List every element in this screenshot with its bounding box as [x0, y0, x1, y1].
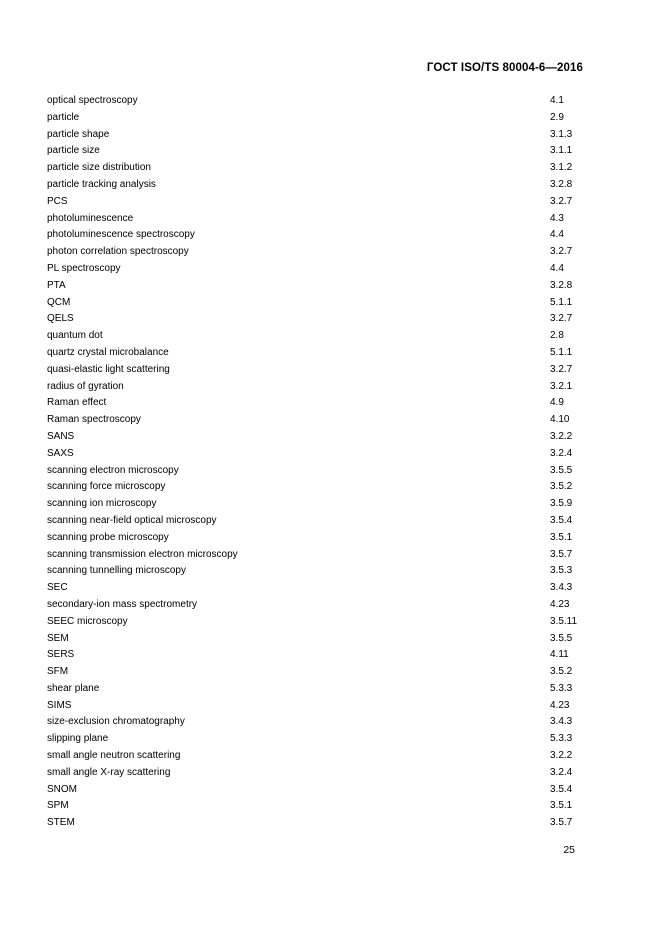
index-entry	[47, 311, 583, 328]
index-reference: 3.5.2	[550, 481, 573, 493]
index-reference: 4.4	[550, 229, 564, 241]
index-entry	[47, 412, 583, 429]
index-entry	[47, 479, 583, 496]
index-reference: 4.4	[550, 262, 564, 274]
index-reference: 3.2.2	[550, 430, 573, 442]
index-reference: 3.5.11	[550, 615, 578, 627]
index-entry	[47, 429, 583, 446]
index-term: quasi-elastic light scattering	[47, 363, 170, 375]
document-header: ГОСТ ISO/TS 80004-6—2016	[426, 62, 583, 74]
index-entry	[47, 731, 583, 748]
index-reference: 3.2.7	[550, 363, 573, 375]
index-term: SFM	[47, 666, 69, 678]
index-entry	[47, 244, 583, 261]
index-term: particle shape	[47, 128, 110, 140]
index-entry	[47, 563, 583, 580]
index-reference: 3.2.8	[550, 279, 573, 291]
index-term: PTA	[47, 279, 66, 291]
index-entry	[47, 580, 583, 597]
index-entry	[47, 496, 583, 513]
index-reference: 3.4.3	[550, 582, 573, 594]
term-index-list	[47, 93, 583, 832]
index-term: SEC	[47, 582, 68, 594]
index-reference: 2.9	[550, 111, 564, 123]
index-reference: 3.2.7	[550, 313, 573, 325]
index-entry	[47, 211, 583, 228]
index-entry	[47, 143, 583, 160]
index-entry	[47, 714, 583, 731]
index-entry	[47, 110, 583, 127]
index-reference: 3.5.5	[550, 632, 573, 644]
index-reference: 3.2.4	[550, 766, 573, 778]
index-entry	[47, 328, 583, 345]
index-entry	[47, 194, 583, 211]
index-entry	[47, 278, 583, 295]
index-term: PCS	[47, 195, 68, 207]
index-entry	[47, 127, 583, 144]
index-term: scanning force microscopy	[47, 481, 166, 493]
index-term: secondary-ion mass spectrometry	[47, 598, 198, 610]
index-entry	[47, 815, 583, 832]
index-entry	[47, 765, 583, 782]
index-entry	[47, 614, 583, 631]
index-entry	[47, 597, 583, 614]
index-entry	[47, 748, 583, 765]
index-reference: 3.2.4	[550, 447, 573, 459]
index-reference: 3.1.3	[550, 128, 573, 140]
index-reference: 3.5.1	[550, 531, 573, 543]
index-term: SAXS	[47, 447, 74, 459]
index-reference: 4.1	[550, 95, 564, 106]
index-entry	[47, 513, 583, 530]
index-entry	[47, 261, 583, 278]
index-entry	[47, 664, 583, 681]
index-reference: 4.10	[550, 414, 570, 426]
index-term: quantum dot	[47, 330, 103, 342]
index-term: Raman effect	[47, 397, 107, 409]
index-entry	[47, 227, 583, 244]
index-reference: 3.2.8	[550, 178, 573, 190]
index-term: size-exclusion chromatography	[47, 716, 185, 728]
index-reference: 5.3.3	[550, 682, 573, 694]
index-term: particle	[47, 111, 80, 123]
index-reference: 3.5.3	[550, 565, 573, 577]
index-term: SANS	[47, 430, 75, 442]
index-term: photoluminescence	[47, 212, 134, 224]
index-term: small angle X-ray scattering	[47, 766, 171, 778]
page-number: 25	[563, 844, 575, 856]
index-entry	[47, 631, 583, 648]
index-reference: 3.5.4	[550, 514, 573, 526]
index-entry	[47, 362, 583, 379]
index-term: STEM	[47, 817, 75, 829]
index-entry	[47, 698, 583, 715]
index-reference: 2.8	[550, 330, 564, 342]
index-reference: 3.1.1	[550, 145, 573, 157]
index-reference: 3.5.9	[550, 498, 573, 510]
index-term: SERS	[47, 649, 75, 661]
index-term: radius of gyration	[47, 380, 124, 392]
index-entry	[47, 647, 583, 664]
index-entry	[47, 379, 583, 396]
index-entry	[47, 798, 583, 815]
index-term: scanning transmission electron microscopy	[47, 548, 238, 560]
index-entry	[47, 530, 583, 547]
index-term: optical spectroscopy	[47, 95, 138, 106]
index-entry	[47, 547, 583, 564]
index-term: photon correlation spectroscopy	[47, 246, 189, 258]
index-term: photoluminescence spectroscopy	[47, 229, 195, 241]
index-reference: 4.9	[550, 397, 564, 409]
index-entry	[47, 345, 583, 362]
index-term: scanning electron microscopy	[47, 464, 179, 476]
index-entry	[47, 177, 583, 194]
index-reference: 4.23	[550, 598, 570, 610]
index-reference: 5.1.1	[550, 296, 573, 308]
index-reference: 3.1.2	[550, 162, 573, 174]
index-term: shear plane	[47, 682, 100, 694]
index-term: small angle neutron scattering	[47, 750, 181, 762]
index-reference: 3.5.7	[550, 548, 573, 560]
index-term: particle size distribution	[47, 162, 151, 174]
index-term: scanning near-field optical microscopy	[47, 514, 217, 526]
index-entry	[47, 93, 583, 110]
index-reference: 4.3	[550, 212, 564, 224]
index-term: SEM	[47, 632, 69, 644]
index-term: scanning probe microscopy	[47, 531, 169, 543]
index-entry	[47, 782, 583, 799]
index-entry	[47, 395, 583, 412]
index-term: slipping plane	[47, 733, 109, 745]
index-reference: 5.1.1	[550, 346, 573, 358]
index-entry	[47, 463, 583, 480]
index-entry	[47, 681, 583, 698]
index-term: scanning tunnelling microscopy	[47, 565, 186, 577]
index-term: particle size	[47, 145, 100, 157]
index-reference: 3.2.2	[550, 750, 573, 762]
index-entry	[47, 160, 583, 177]
index-term: quartz crystal microbalance	[47, 346, 169, 358]
index-reference: 3.5.1	[550, 800, 573, 812]
index-reference: 3.5.7	[550, 817, 573, 829]
index-reference: 3.2.7	[550, 195, 573, 207]
index-reference: 3.5.5	[550, 464, 573, 476]
index-term: QCM	[47, 296, 71, 308]
index-reference: 3.2.1	[550, 380, 573, 392]
index-reference: 5.3.3	[550, 733, 573, 745]
index-reference: 3.5.4	[550, 783, 573, 795]
index-reference: 3.2.7	[550, 246, 573, 258]
index-term: particle tracking analysis	[47, 178, 156, 190]
index-term: SPM	[47, 800, 69, 812]
index-term: scanning ion microscopy	[47, 498, 157, 510]
index-entry	[47, 295, 583, 312]
index-entry	[47, 446, 583, 463]
index-term: QELS	[47, 313, 74, 325]
index-reference: 4.23	[550, 699, 570, 711]
index-reference: 3.4.3	[550, 716, 573, 728]
index-reference: 3.5.2	[550, 666, 573, 678]
index-reference: 4.11	[550, 649, 569, 661]
index-term: Raman spectroscopy	[47, 414, 141, 426]
index-term: PL spectroscopy	[47, 262, 121, 274]
index-term: SEEC microscopy	[47, 615, 128, 627]
index-term: SNOM	[47, 783, 77, 795]
index-term: SIMS	[47, 699, 72, 711]
